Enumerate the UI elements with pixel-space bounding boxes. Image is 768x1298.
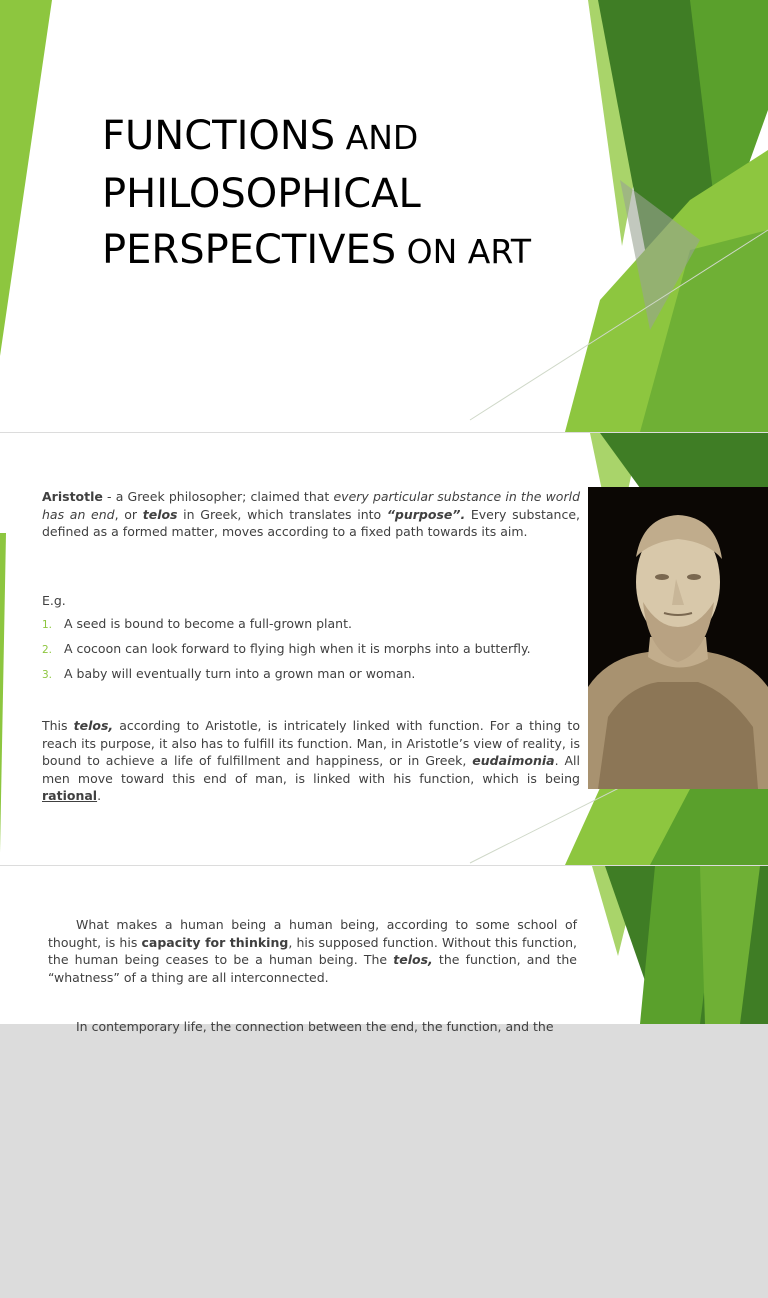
list-item: 1. A seed is bound to become a full-grown plant. xyxy=(42,616,352,631)
list-item: 3. A baby will eventually turn into a grown man or woman. xyxy=(42,666,416,681)
thinking-paragraph: What makes a human being a human being, according to some school of thought, is his capacity for thinking, his supposed function. Without this function, the human being ceases to be a human being. The telos, the function, and the “whatness” of a thing are all interconnected. xyxy=(48,917,577,985)
examples-list xyxy=(42,616,531,691)
telos-paragraph: This telos, according to Aristotle, is intricately linked with function. For a thing to reach its purpose, it also has to fulfill its function. Man, in Aristotle’s view of reality, is bound to achieve a life of fulfillment and happiness, or in Greek, eudaimonia. All men move toward this end of man, is linked with his function, which is being rational. xyxy=(42,718,580,803)
aristotle-slide xyxy=(0,433,768,865)
aristotle-bust-image xyxy=(588,487,768,789)
eg-label: E.g. xyxy=(42,593,66,608)
intro-paragraph: Aristotle - a Greek philosopher; claimed that every particular substance in the world has an end, or telos in Greek, which translates into “purpose”. Every substance, defined as a formed matter, moves according to a fixed path towards its aim. xyxy=(42,489,581,539)
left-green-sliver xyxy=(0,0,52,356)
contemporary-paragraph: In contemporary life, the connection between the end, the function, and the xyxy=(76,1019,554,1034)
left-green-sliver xyxy=(0,533,6,853)
slide-title: FUNCTIONS AND PHILOSOPHICAL PERSPECTIVES ON ART xyxy=(102,113,532,273)
list-item: 2. A cocoon can look forward to flying high when it is morphs into a butterfly. xyxy=(42,641,531,656)
title-slide xyxy=(0,0,768,432)
function-slide xyxy=(0,866,768,1034)
